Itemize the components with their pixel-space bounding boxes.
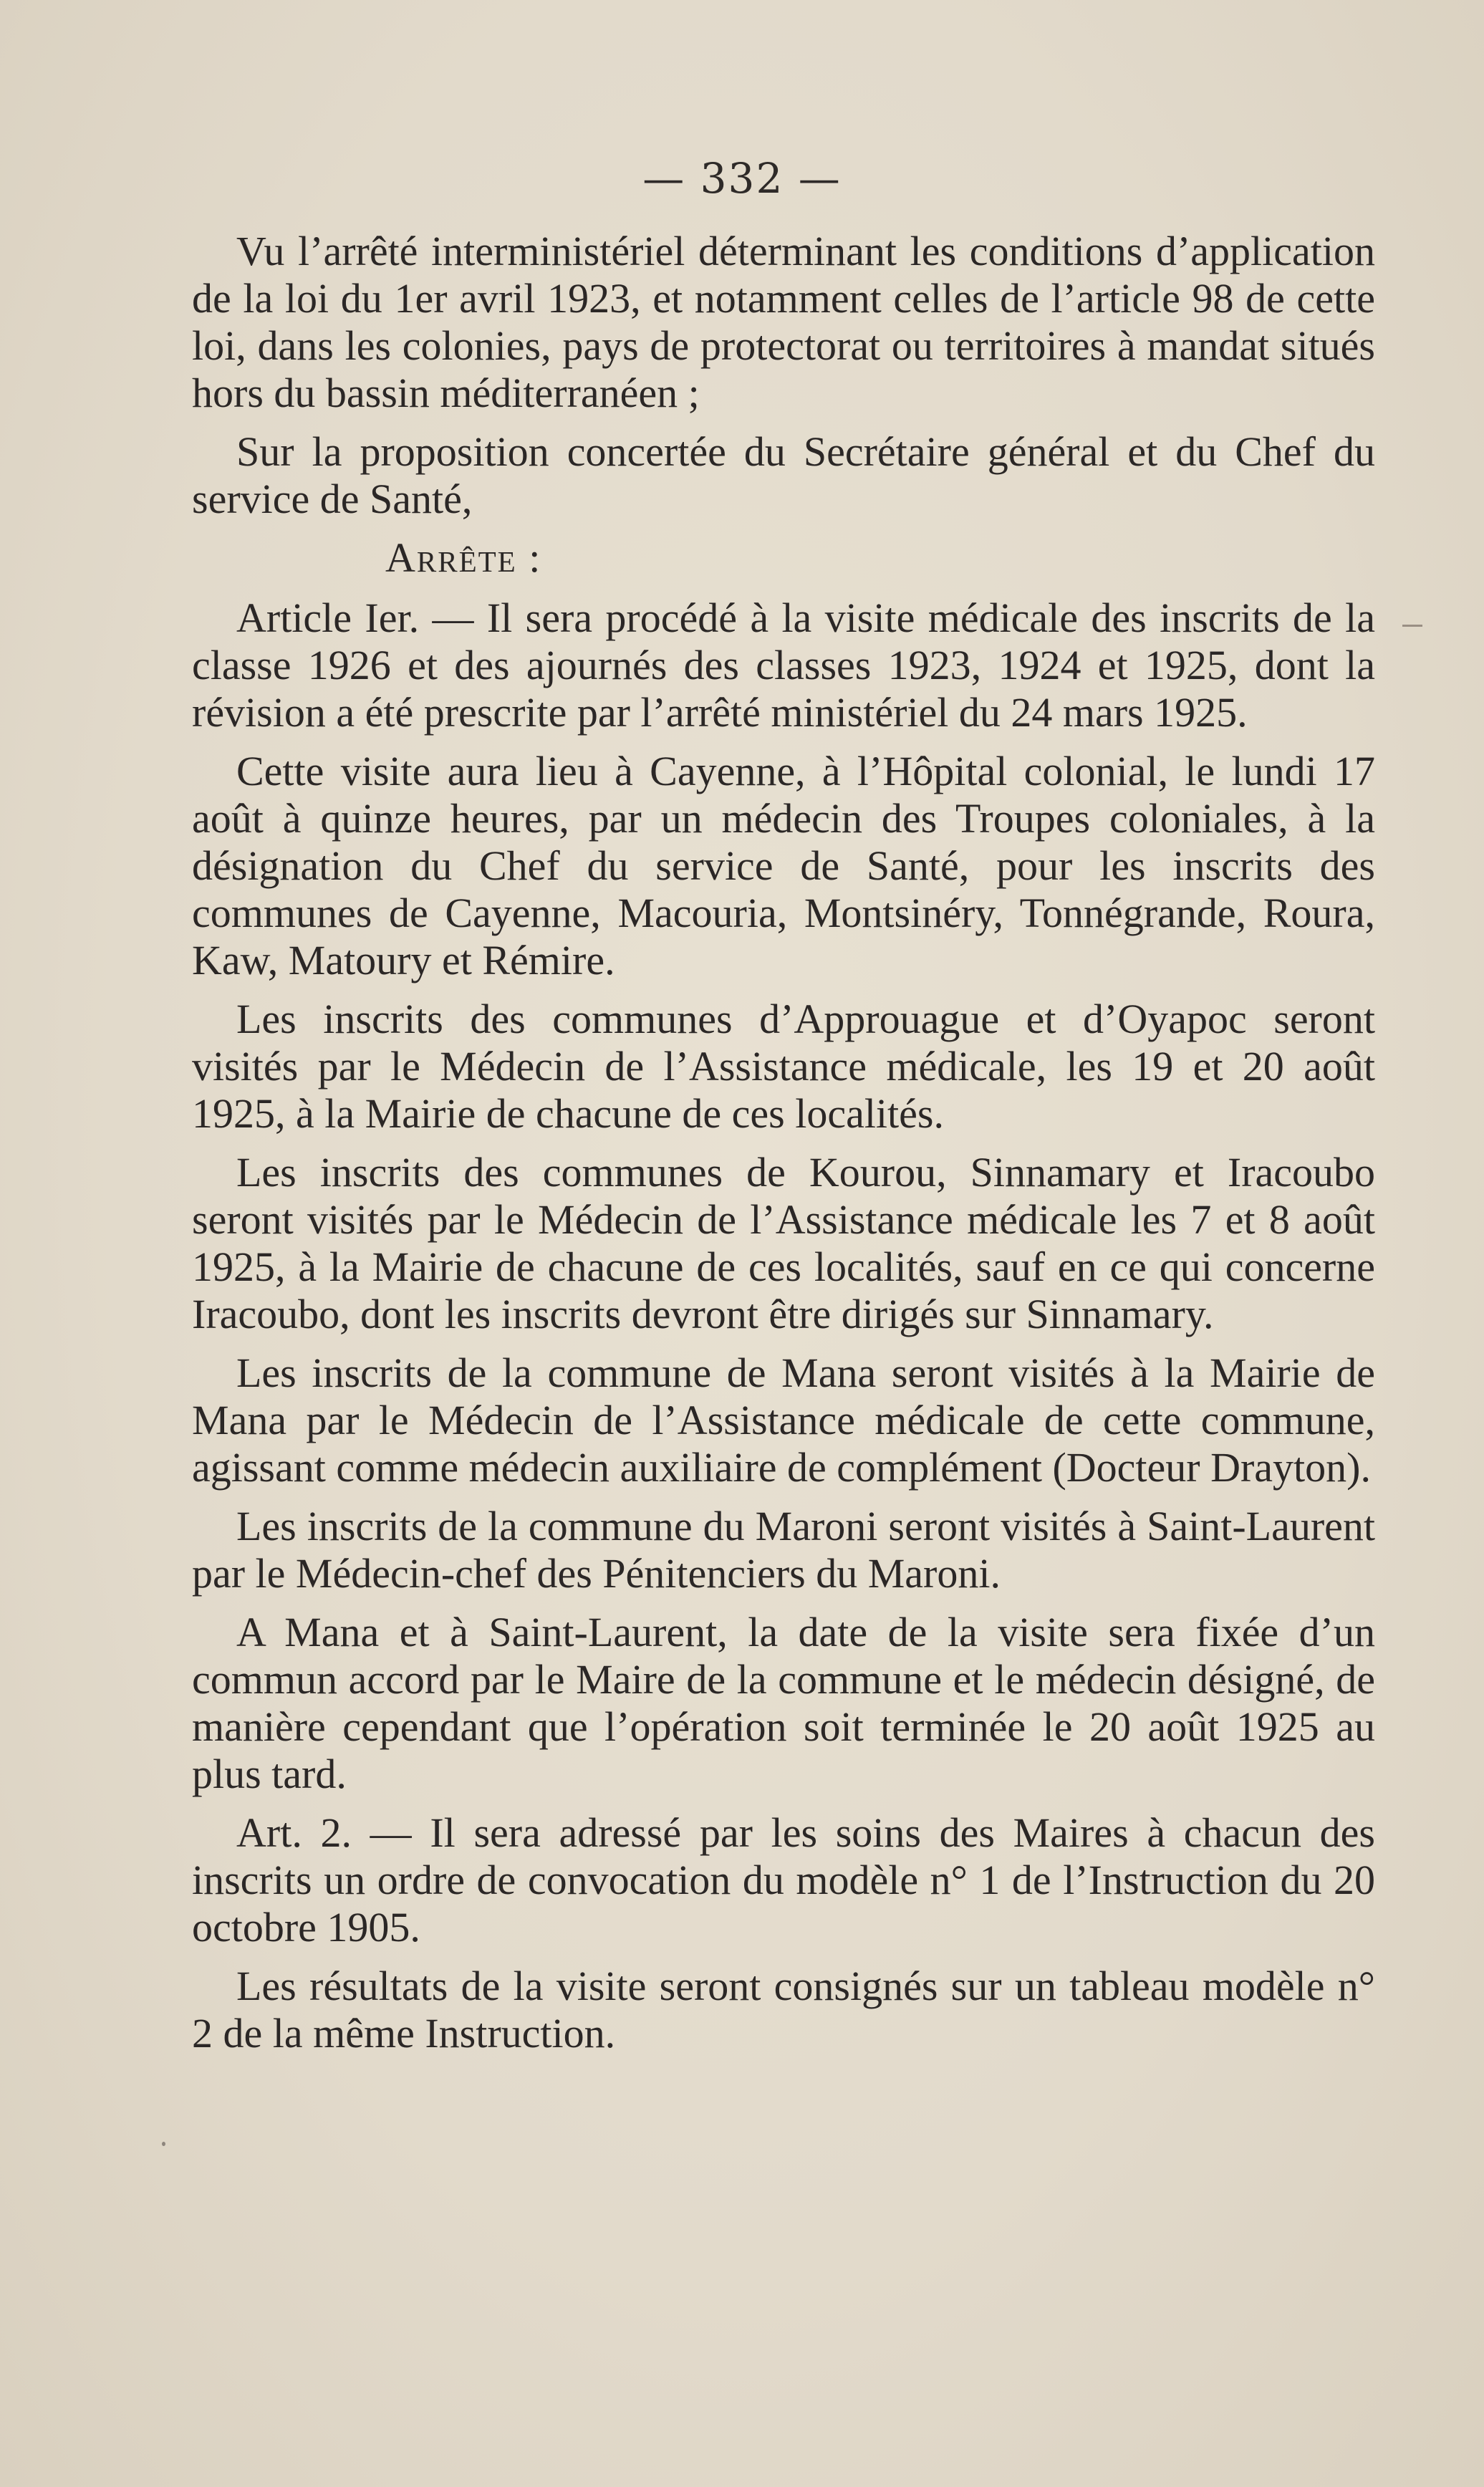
paragraph-article-1: Article Ier. — Il sera procédé à la visite médicale des inscrits de la classe 1926 et des ajournés des classes 1923, 1924 et 1925, dont la révision a été prescrite par l’arrêté ministériel du 24 mars 1925. bbox=[192, 595, 1375, 736]
decree-heading: Arrête : bbox=[385, 534, 542, 581]
paragraph-mana: Les inscrits de la commune de Mana seront visités à la Mairie de Mana par le Médecin de l’Assistance médicale de cette commune, agissant comme médecin auxiliaire de complément (Docteur Drayton). bbox=[192, 1350, 1375, 1491]
paragraph-arrete-reference: Vu l’arrêté interministériel déterminant les conditions d’application de la loi du 1er avril 1923, et notamment celles de l’article 98 de cette loi, dans les colonies, pays de protectorat ou territoires à mandat situés hors du bassin méditerranéen ; bbox=[192, 228, 1375, 416]
paragraph-cayenne-visit: Cette visite aura lieu à Cayenne, à l’Hôpital colonial, le lundi 17 août à quinze heures, par un médecin des Troupes coloniales, à la désignation du Chef du service de Santé, pour les inscrits des communes de Cayenne, Macouria, Montsinéry, Tonnégrande, Roura, Kaw, Matoury et Rémire. bbox=[192, 748, 1375, 983]
paragraph-kourou-sinnamary: Les inscrits des communes de Kourou, Sinnamary et Iracoubo seront visités par le Médecin de l’Assistance médicale les 7 et 8 août 1925, à la Mairie de chacune de ces localités, sauf en ce qui concerne Iracoubo, dont les inscrits devront être dirigés sur Sinnamary. bbox=[192, 1149, 1375, 1337]
paragraph-article-2: Art. 2. — Il sera adressé par les soins des Maires à chacun des inscrits un ordre de convocation du modèle n° 1 de l’Instruction du 20 octobre 1905. bbox=[192, 1809, 1375, 1950]
margin-dash-mark bbox=[1402, 625, 1422, 627]
paragraph-date-fixing: A Mana et à Saint-Laurent, la date de la visite sera fixée d’un commun accord par le Maire de la commune et le médecin désigné, de manière cependant que l’opération soit terminée le 20 août 1925 au plus tard. bbox=[192, 1609, 1375, 1797]
paragraph-maroni: Les inscrits de la commune du Maroni seront visités à Saint-Laurent par le Médecin-chef des Pénitenciers du Maroni. bbox=[192, 1503, 1375, 1597]
page-number: — 332 — bbox=[642, 154, 842, 203]
body-text bbox=[192, 228, 1375, 2069]
paragraph-approuague-oyapoc: Les inscrits des communes d’Approuague et d’Oyapoc seront visités par le Médecin de l’Assistance médicale, les 19 et 20 août 1925, à la Mairie de chacune de ces localités. bbox=[192, 996, 1375, 1137]
paragraph-results: Les résultats de la visite seront consignés sur un tableau modèle n° 2 de la même Instruction. bbox=[192, 1963, 1375, 2057]
paragraph-proposition: Sur la proposition concertée du Secrétaire général et du Chef du service de Santé, bbox=[192, 428, 1375, 522]
ink-spot bbox=[162, 2142, 165, 2146]
